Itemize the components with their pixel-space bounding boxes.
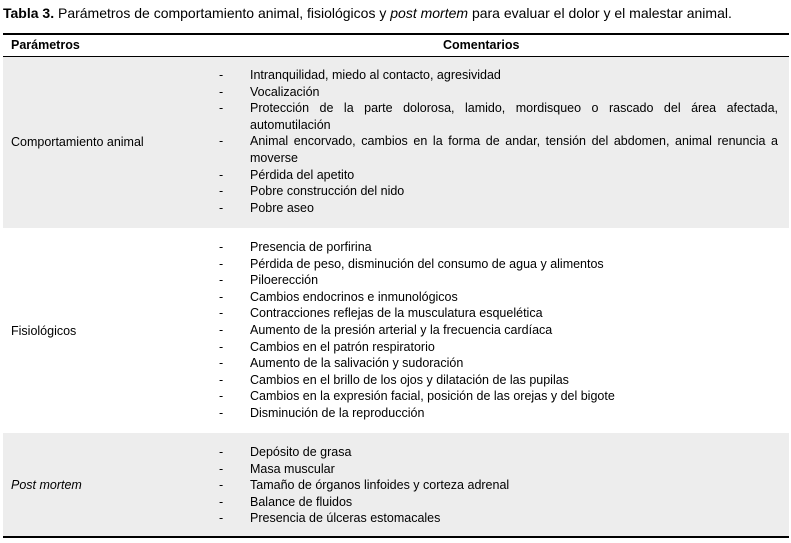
list-item: - Animal encorvado, cambios en la forma de andar, tensión del abdomen, animal renuncia a moverse (219, 134, 778, 165)
list-item: - Balance de fluidos (219, 494, 353, 509)
list-item: - Aumento de la salivación y sudoración (219, 356, 464, 371)
list-item: - Contracciones reflejas de la musculatura esquelética (219, 306, 543, 321)
list-item: - Tamaño de órganos linfoides y corteza adrenal (219, 478, 510, 493)
list-item: - Pérdida del apetito (219, 167, 355, 182)
list-item: - Intranquilidad, miedo al contacto, agresividad (219, 68, 501, 82)
comment-list (3, 67, 789, 216)
section-fisiologicos (3, 228, 789, 433)
section-label: Post mortem (11, 478, 82, 492)
list-item: - Aumento de la presión arterial y la frecuencia cardíaca (219, 322, 553, 337)
list-item: - Depósito de grasa (219, 445, 352, 459)
section-label: Fisiológicos (11, 324, 77, 338)
comment-list (3, 444, 789, 527)
caption-label: Tabla 3. (3, 5, 55, 21)
list-item: - Pérdida de peso, disminución del consumo de agua y alimentos (219, 256, 604, 271)
header-params: Parámetros (11, 38, 80, 52)
section-comportamiento (3, 57, 789, 228)
header-comments: Comentarios (443, 38, 520, 52)
caption-text: Parámetros de comportamiento animal, fisiológicos y (54, 5, 391, 21)
table-caption (3, 5, 789, 22)
list-item: - Cambios endocrinos e inmunológicos (219, 289, 458, 304)
caption-text-end: para evaluar el dolor y el malestar animal. (468, 5, 732, 21)
table-top-rule (3, 33, 789, 35)
section-post-mortem (3, 433, 789, 536)
list-item: - Cambios en el brillo de los ojos y dilatación de las pupilas (219, 372, 569, 387)
section-label: Comportamiento animal (11, 135, 144, 149)
caption-italic-text: post mortem (390, 5, 469, 21)
list-item: - Cambios en la expresión facial, posición de las orejas y del bigote (219, 389, 615, 404)
list-item: - Piloerección (219, 273, 319, 288)
list-item: - Pobre construcción del nido (219, 184, 405, 199)
list-item: - Vocalización (219, 84, 320, 99)
list-item: - Presencia de úlceras estomacales (219, 511, 441, 526)
list-item: - Presencia de porfirina (219, 240, 372, 254)
table-bottom-rule (3, 536, 789, 538)
comment-list (3, 239, 789, 422)
list-item: - Pobre aseo (219, 200, 314, 215)
list-item: - Protección de la parte dolorosa, lamido, mordisqueo o rascado del área afectada, automutilación (219, 101, 778, 132)
list-item: - Disminución de la reproducción (219, 405, 425, 420)
list-item: - Cambios en el patrón respiratorio (219, 339, 435, 354)
list-item: - Masa muscular (219, 461, 335, 476)
